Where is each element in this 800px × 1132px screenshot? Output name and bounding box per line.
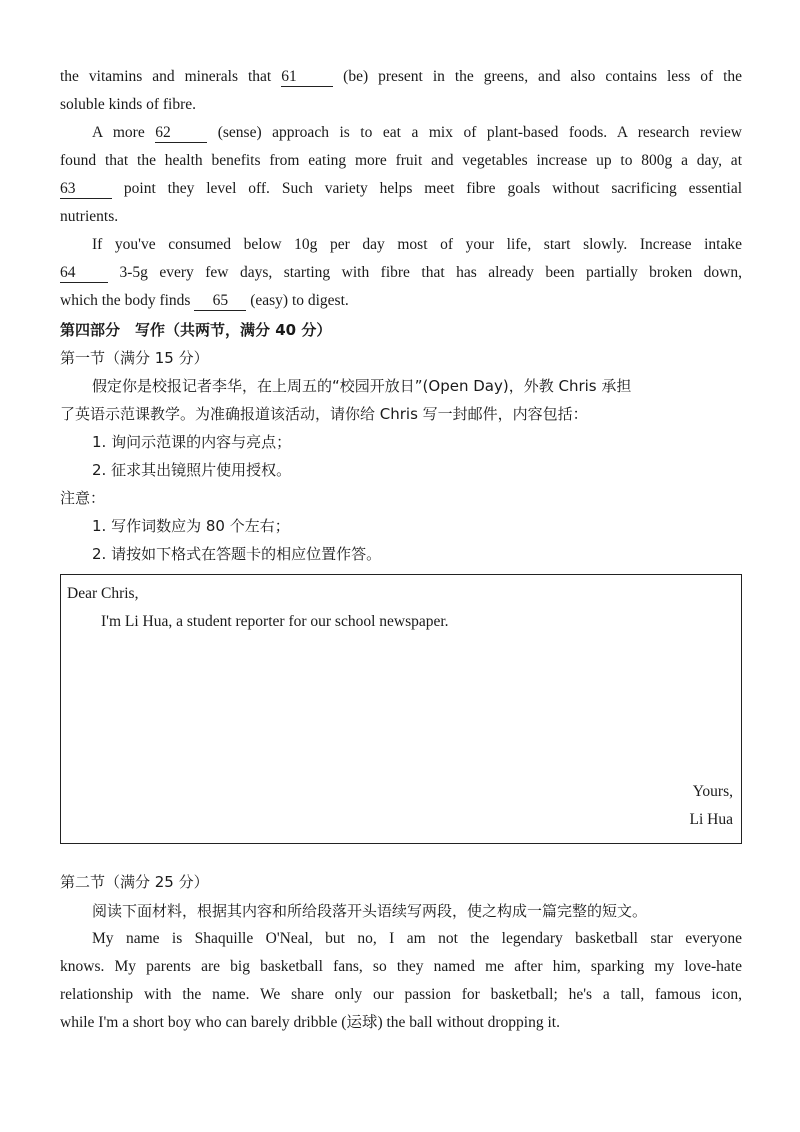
blank-64: 64: [60, 264, 108, 283]
prompt-line-1: 假定你是校报记者李华，在上周五的“校园开放日”(Open Day)，外教 Chris 承担: [92, 377, 632, 395]
blank-62: 62: [155, 124, 207, 143]
blank-65: 65: [194, 292, 246, 311]
passage-line-2: soluble kinds of fibre.: [60, 96, 197, 113]
story-line-3: relationship with the name. We share only our passion for basketball; he's a tall, famous icon,: [60, 986, 742, 1003]
blank-63: 63: [60, 180, 112, 199]
passage-line-5: 63 point they level off. Such variety helps meet fibre goals without sacrificing essential: [60, 180, 743, 197]
section1-title: 第一节（满分 15 分）: [60, 349, 209, 367]
story-line-4: while I'm a short boy who can barely dribble (运球) the ball without dropping it.: [60, 1014, 560, 1031]
blank-61: 61: [281, 68, 333, 87]
letter-closing: Yours,: [692, 783, 733, 800]
passage-line-6: nutrients.: [60, 208, 119, 225]
content-item-2: 2. 征求其出镜照片使用授权。: [92, 461, 292, 479]
note-item-2: 2. 请按如下格式在答题卡的相应位置作答。: [92, 545, 382, 563]
passage-line-4: found that the health benefits from eating more fruit and vegetables increase up to 800g a day, at: [60, 152, 742, 169]
passage-line-7: If you've consumed below 10g per day most of your life, start slowly. Increase intake: [92, 236, 742, 253]
story-line-1: My name is Shaquille O'Neal, but no, I am not the legendary basketball star everyone: [92, 930, 742, 947]
letter-salutation: Dear Chris,: [67, 585, 139, 602]
prompt-line-2: 了英语示范课教学。为准确报道该活动，请你给 Chris 写一封邮件，内容包括：: [60, 405, 588, 423]
story-line-2: knows. My parents are big basketball fans, so they named me after him, sparking my love-hate: [60, 958, 742, 975]
letter-opening: I'm Li Hua, a student reporter for our school newspaper.: [101, 613, 449, 630]
section2-title: 第二节（满分 25 分）: [60, 873, 209, 891]
letter-answer-box: [60, 574, 742, 844]
passage-line-3: A more 62 (sense) approach is to eat a mix of plant-based foods. A research review: [92, 124, 743, 141]
passage-line-9: which the body finds 65 (easy) to digest.: [60, 292, 349, 309]
passage-line-1: the vitamins and minerals that 61 (be) present in the greens, and also contains less of the: [60, 68, 743, 85]
note-label: 注意：: [60, 489, 106, 507]
section2-prompt: 阅读下面材料，根据其内容和所给段落开头语续写两段，使之构成一篇完整的短文。: [92, 902, 648, 920]
part-title: 第四部分 写作（共两节，满分 40 分）: [60, 321, 332, 339]
note-item-1: 1. 写作词数应为 80 个左右；: [92, 517, 290, 535]
letter-signature: Li Hua: [689, 811, 733, 828]
passage-line-8: 64 3-5g every few days, starting with fibre that has already been partially broken down,: [60, 264, 742, 281]
content-item-1: 1. 询问示范课的内容与亮点；: [92, 433, 292, 451]
